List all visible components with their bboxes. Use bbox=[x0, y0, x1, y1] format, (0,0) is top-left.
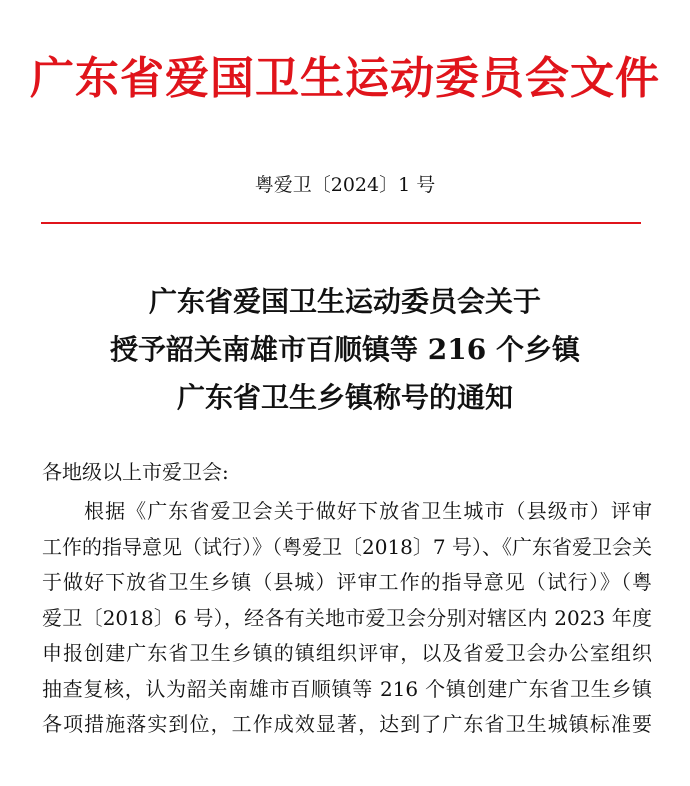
red-divider-line bbox=[41, 222, 641, 224]
body-line-2: 工作的指导意见（试行）》（粤爱卫〔2018〕7 号）、《广东省爱卫会关 bbox=[42, 534, 652, 559]
body-line-6: 抽查复核，认为韶关南雄市百顺镇等 216 个镇创建广东省卫生乡镇 bbox=[42, 676, 652, 701]
body-line-5: 申报创建广东省卫生乡镇的镇组织评审，以及省爱卫会办公室组织 bbox=[42, 641, 652, 665]
heading-line-2: 授予韶关南雄市百顺镇等 216 个乡镇 bbox=[110, 333, 580, 366]
body-line-7: 各项措施落实到位，工作成效显著，达到了广东省卫生城镇标准要 bbox=[42, 712, 652, 736]
issuing-organization-title: 广东省爱国卫生运动委员会文件 bbox=[30, 53, 660, 104]
salutation: 各地级以上市爱卫会: bbox=[42, 460, 229, 484]
body-line-3: 于做好下放省卫生乡镇（县城）评审工作的指导意见（试行）》（粤 bbox=[42, 570, 652, 594]
body-paragraph bbox=[42, 494, 652, 743]
heading-line-1: 广东省爱国卫生运动委员会关于 bbox=[148, 285, 541, 318]
body-line-1: 根据《广东省爱卫会关于做好下放省卫生城市（县级市）评审 bbox=[84, 499, 652, 523]
heading-line-3: 广东省卫生乡镇称号的通知 bbox=[176, 381, 513, 414]
document-heading bbox=[0, 278, 690, 422]
document-number: 粤爱卫〔2024〕1 号 bbox=[254, 174, 436, 196]
body-line-4: 爱卫〔2018〕6 号），经各有关地市爱卫会分别对辖区内 2023 年度 bbox=[42, 605, 652, 630]
